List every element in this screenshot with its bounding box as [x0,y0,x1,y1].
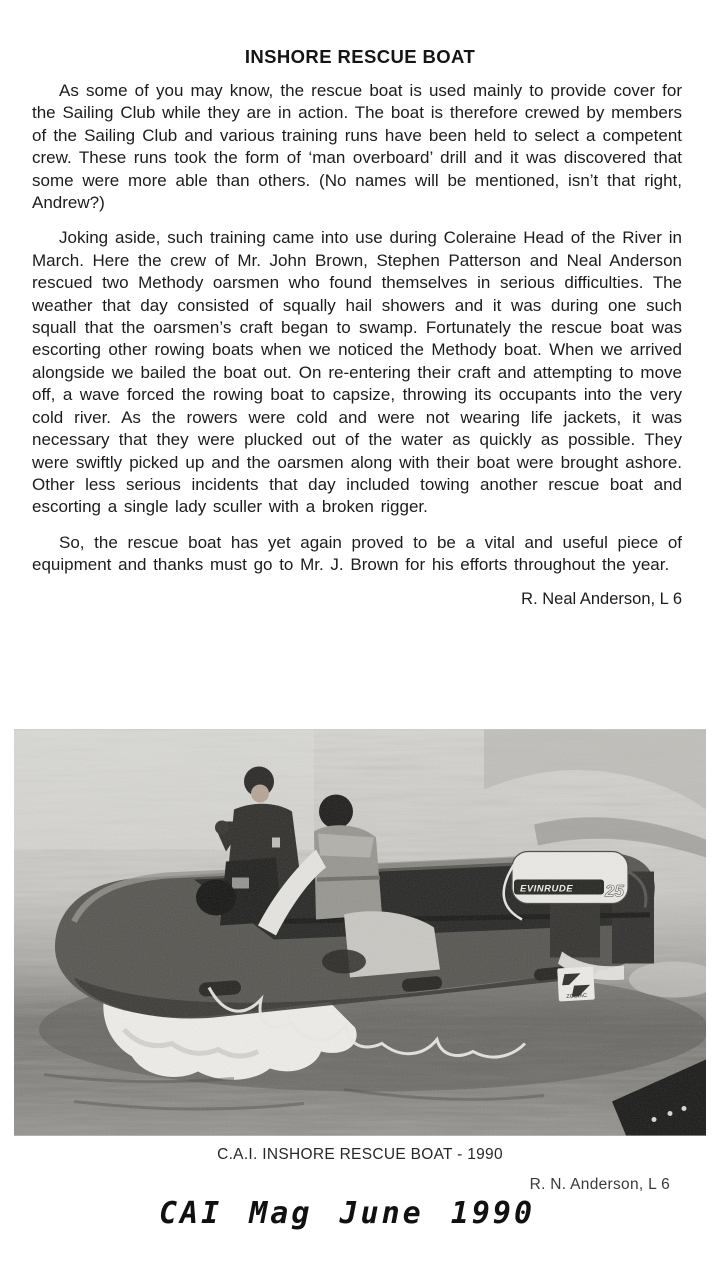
rescue-boat-photo [14,729,706,1136]
paragraph-3: So, the rescue boat has yet again proved to be a vital and useful piece of equipment and thanks must go to Mr. J. Brown for his efforts throughout the year. [32,532,682,575]
article-byline: R. Neal Anderson, L 6 [521,589,682,608]
magazine-stamp: CAI Mag June 1990 [158,1196,536,1231]
article-title: INSHORE RESCUE BOAT [244,46,476,67]
article-body [32,80,682,577]
film-grain [14,730,706,1136]
paragraph-2: Joking aside, such training came into use during Coleraine Head of the River in March. Here the crew of Mr. John Brown, Stephen Patterson and Neal Anderson rescued two Methody oarsmen who found themselves in serious difficulties. The weather that day consisted of squally hail showers and it was during one such squall that the oarsmen’s craft began to swamp. Fortunately the rescue boat was escorting other rowing boats when we noticed the Methody boat. When we arrived alongside we bailed the boat out. On re-entering their craft and attempting to move off, a wave forced the rowing boat to capsize, throwing its occupants into the very cold river. As the rowers were cold and were not wearing life jackets, it was necessary that they were plucked out of the water as quickly as possible. They were swiftly picked up and the oarsmen along with their boat were brought ashore. Other less serious incidents that day included towing another rescue boat and escorting a single lady sculler with a broken rigger. [32,228,682,517]
photo-caption: C.A.I. INSHORE RESCUE BOAT - 1990 [217,1146,503,1163]
photo-illustration [14,729,706,1136]
photo-credit: R. N. Anderson, L 6 [529,1176,670,1193]
paragraph-1: As some of you may know, the rescue boat is used mainly to provide cover for the Sailing Club while they are in action. The boat is therefore crewed by members of the Sailing Club and various training runs have been held to select a competent crew. These runs took the form of ‘man overboard’ drill and it was discovered that some were more able than others. (No names will be mentioned, isn’t that right, Andrew?) [32,81,682,213]
